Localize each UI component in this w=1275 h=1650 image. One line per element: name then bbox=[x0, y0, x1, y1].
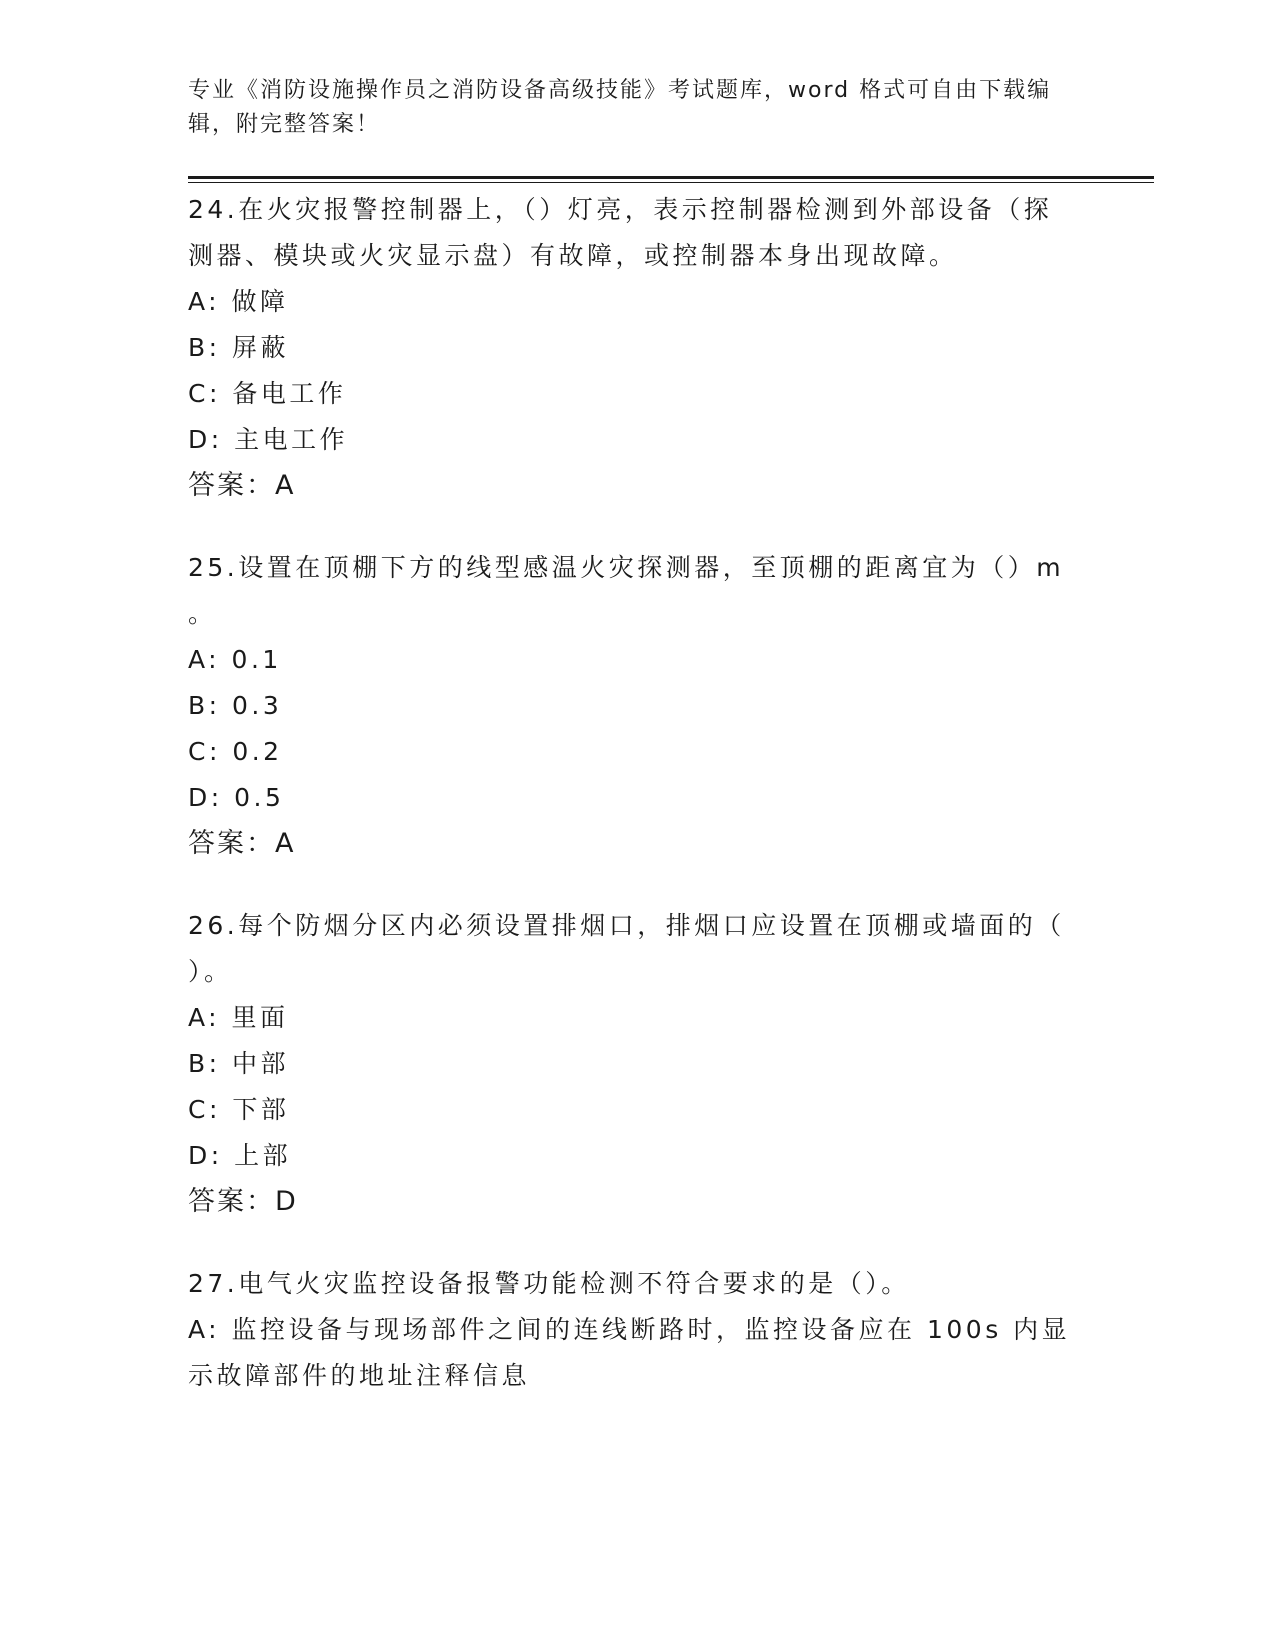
answer: 答案：D bbox=[188, 1186, 298, 1217]
option-c: C: 0.2 bbox=[188, 737, 283, 766]
header-divider-thick bbox=[188, 176, 1154, 179]
option-a: A: 里面 bbox=[188, 1003, 289, 1032]
header-line-1: 专业《消防设施操作员之消防设备高级技能》考试题库，word 格式可自由下载编 bbox=[188, 78, 1052, 103]
question-stem-line: 25.设置在顶棚下方的线型感温火灾探测器，至顶棚的距离宜为（）m bbox=[188, 553, 1065, 582]
option-d: D: 主电工作 bbox=[188, 425, 349, 454]
option-d: D: 0.5 bbox=[188, 783, 285, 812]
question-26 bbox=[188, 903, 1088, 1225]
question-stem-line: ）。 bbox=[188, 957, 233, 986]
option-b: B: 0.3 bbox=[188, 691, 283, 720]
option-c: C: 下部 bbox=[188, 1095, 290, 1124]
question-24 bbox=[188, 187, 1088, 509]
question-stem-line: 27.电气火灾监控设备报警功能检测不符合要求的是（）。 bbox=[188, 1269, 910, 1298]
header-line-2: 辑，附完整答案！ bbox=[188, 112, 381, 137]
option-a: A: 0.1 bbox=[188, 645, 282, 674]
question-stem-line: 24.在火灾报警控制器上，（）灯亮，表示控制器检测到外部设备（探 bbox=[188, 195, 1053, 224]
answer: 答案：A bbox=[188, 470, 296, 501]
option-b: B: 屏蔽 bbox=[188, 333, 290, 362]
option-a-continued: 示故障部件的地址注释信息 bbox=[188, 1361, 531, 1390]
option-b: B: 中部 bbox=[188, 1049, 290, 1078]
question-25 bbox=[188, 545, 1088, 867]
question-stem-line: 测器、模块或火灾显示盘）有故障，或控制器本身出现故障。 bbox=[188, 241, 958, 270]
question-stem-line: 。 bbox=[188, 599, 217, 628]
option-d: D: 上部 bbox=[188, 1141, 292, 1170]
option-c: C: 备电工作 bbox=[188, 379, 347, 408]
option-a: A: 监控设备与现场部件之间的连线断路时，监控设备应在 100s 内显 bbox=[188, 1315, 1071, 1344]
option-a: A: 做障 bbox=[188, 287, 289, 316]
document-header bbox=[188, 74, 1088, 142]
header-divider-thin bbox=[188, 182, 1154, 183]
question-27 bbox=[188, 1261, 1088, 1399]
answer: 答案：A bbox=[188, 828, 296, 859]
question-stem-line: 26.每个防烟分区内必须设置排烟口，排烟口应设置在顶棚或墙面的（ bbox=[188, 911, 1065, 940]
